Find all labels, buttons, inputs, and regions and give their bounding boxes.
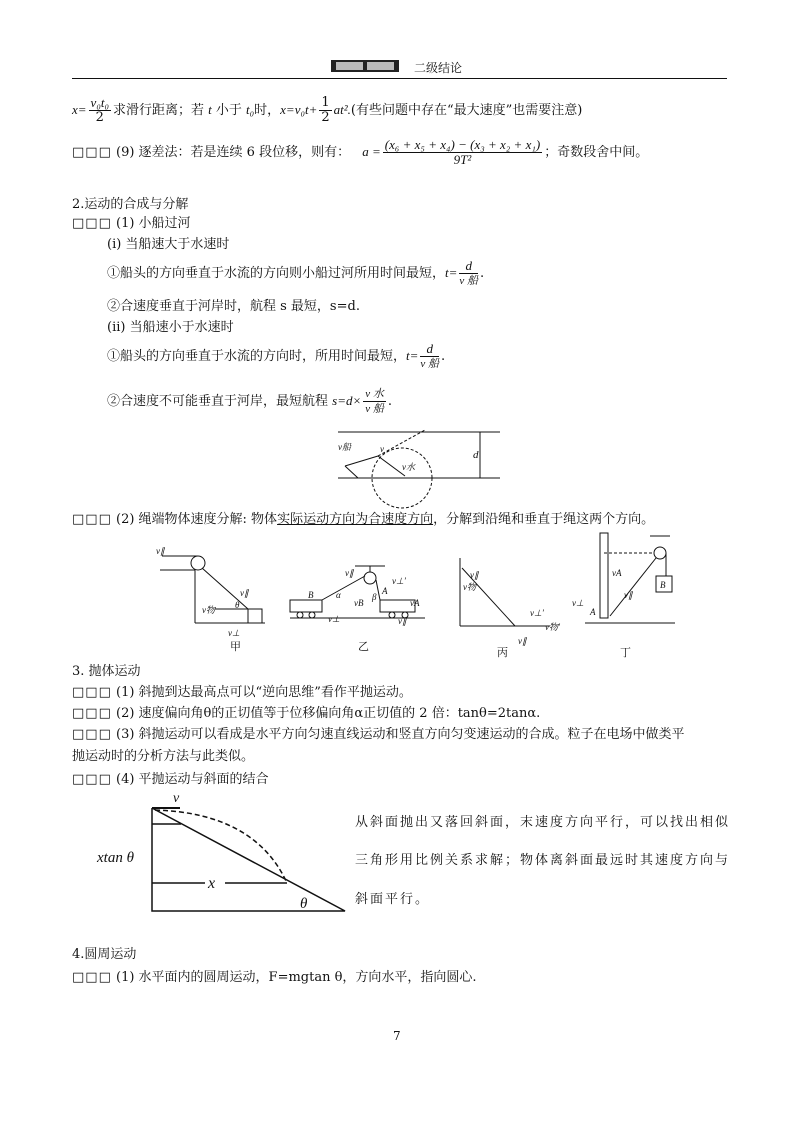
- case-i-1: ①船头的方向垂直于水流的方向则小船过河所用时间最短，t= $\frac{d}{\text{v 船}}$ .: [107, 258, 485, 287]
- book-logo-icon: [330, 58, 400, 74]
- svg-text:vB: vB: [354, 598, 364, 608]
- svg-text:v⊥: v⊥: [328, 614, 340, 624]
- figure-jia: [156, 546, 265, 653]
- figure-ding: [572, 533, 675, 659]
- formula-line-slide: x= $\frac{\text{v₀t₀}}{2}$ 求滑行距离；若 t 小于 t₀时，x=v₀t+ $\frac{1}{2}$ at².(有些问题中存在“最大速度”也需要注意): [72, 95, 583, 125]
- figure-bing: [460, 558, 561, 659]
- river-crossing-diagram: [330, 426, 510, 512]
- item-s3-4: □□□ (4) 平抛运动与斜面的结合: [72, 772, 269, 787]
- case-ii-1: ①船头的方向垂直于水流的方向时，所用时间最短，t= $\frac{d}{\text{v 船}}$ .: [107, 341, 446, 370]
- svg-text:A: A: [590, 607, 596, 617]
- svg-text:v物: v物: [202, 605, 215, 615]
- item-9-successive-difference: □□□ (9) 逐差法：若是连续 6 段位移，则有： a = $\frac{\text{(x₆ + x₅ + x₄) − (x₃ + x₂ + x₁)}}{\text{9T²}}$ ；奇数段舍中间。: [72, 137, 649, 167]
- svg-text:β: β: [372, 592, 377, 602]
- svg-text:甲: 甲: [230, 641, 241, 653]
- section-4-heading: 4.圆周运动: [72, 947, 137, 962]
- incline-projectile-diagram: [95, 788, 355, 916]
- svg-text:v物′: v物′: [545, 622, 560, 632]
- svg-text:d: d: [473, 449, 479, 461]
- section-2-heading: 2.运动的合成与分解: [72, 197, 189, 212]
- svg-text:v∥: v∥: [345, 568, 354, 578]
- svg-text:B: B: [660, 580, 666, 590]
- svg-text:v∥: v∥: [156, 546, 165, 556]
- case-ii: (ii) 当船速小于水速时: [107, 320, 234, 335]
- svg-text:xtan θ: xtan θ: [97, 850, 134, 866]
- svg-text:vA: vA: [612, 568, 622, 578]
- incline-note-line-1: 从斜面抛出又落回斜面，末速度方向平行，可以找出相似: [355, 815, 731, 830]
- svg-text:v: v: [173, 791, 180, 806]
- svg-text:v∥: v∥: [624, 590, 633, 600]
- item-s3-3: □□□ (3) 斜抛运动可以看成是水平方向匀速直线运动和竖直方向匀变速运动的合成。粒子在电场中做类平: [72, 727, 685, 742]
- item-s3-2: □□□ (2) 速度偏向角θ的正切值等于位移偏向角α正切值的 2 倍：tanθ=2tanα.: [72, 706, 541, 721]
- incline-note-line-3: 斜面平行。: [355, 892, 431, 907]
- svg-text:v: v: [380, 444, 384, 454]
- figure-yi: [290, 566, 425, 653]
- svg-text:v物: v物: [463, 582, 476, 592]
- case-ii-2: ②合速度不可能垂直于河岸，最短航程 s=d× $\frac{\text{v 水}}{\text{v 船}}$ .: [107, 388, 393, 415]
- page-number: 7: [393, 1029, 401, 1043]
- svg-text:v⊥: v⊥: [228, 628, 240, 638]
- svg-text:v⊥: v⊥: [572, 598, 584, 608]
- svg-text:θ: θ: [300, 896, 308, 912]
- svg-text:α: α: [336, 590, 341, 600]
- svg-text:丙: 丙: [497, 647, 508, 659]
- svg-text:v∥: v∥: [398, 616, 407, 626]
- svg-text:A: A: [382, 586, 388, 596]
- case-i-2: ②合速度垂直于河岸时，航程 s 最短，s=d.: [107, 299, 360, 314]
- incline-note-line-2: 三角形用比例关系求解；物体离斜面最远时其速度方向与: [355, 853, 731, 868]
- svg-text:B: B: [308, 590, 314, 600]
- header-title: 二级结论: [414, 61, 463, 75]
- svg-text:乙: 乙: [358, 641, 369, 653]
- svg-text:θ: θ: [235, 600, 240, 610]
- item-1-boat: □□□ (1) 小船过河: [72, 216, 191, 231]
- svg-text:v船: v船: [338, 442, 351, 452]
- svg-text:v⊥′: v⊥′: [530, 608, 544, 618]
- section-3-heading: 3. 抛体运动: [72, 664, 141, 679]
- svg-text:v水: v水: [402, 462, 415, 472]
- header-rule: [72, 78, 727, 79]
- case-i: (i) 当船速大于水速时: [107, 237, 230, 252]
- svg-text:v∥: v∥: [240, 588, 249, 598]
- svg-text:v∥: v∥: [518, 636, 527, 646]
- svg-text:vA: vA: [410, 598, 420, 608]
- svg-text:v∥: v∥: [470, 570, 479, 580]
- rope-velocity-diagrams: [140, 528, 700, 663]
- svg-text:x: x: [208, 875, 216, 892]
- svg-text:丁: 丁: [620, 647, 631, 659]
- item-s3-1: □□□ (1) 斜抛到达最高点可以“逆向思维”看作平抛运动。: [72, 685, 412, 700]
- item-s4-1: □□□ (1) 水平面内的圆周运动，F=mgtan θ，方向水平，指向圆心.: [72, 970, 477, 985]
- item-s3-3-cont: 抛运动时的分析方法与此类似。: [72, 749, 255, 764]
- item-2-rope: □□□ (2) 绳端物体速度分解: 物体实际运动方向为合速度方向，分解到沿绳和垂直于绳这两个方向。: [72, 512, 655, 527]
- svg-text:v⊥′: v⊥′: [392, 576, 406, 586]
